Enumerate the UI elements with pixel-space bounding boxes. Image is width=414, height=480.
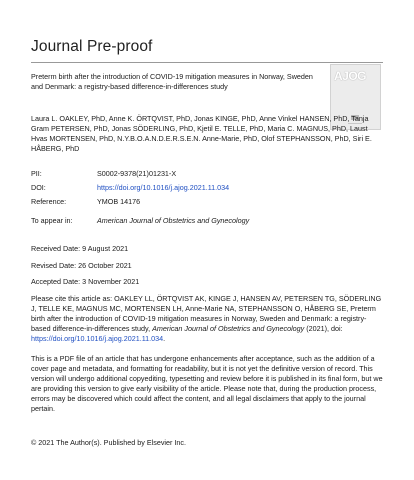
journal-preproof-title: Journal Pre-proof xyxy=(31,38,153,55)
citation-end: . xyxy=(163,334,166,343)
article-dates xyxy=(31,241,139,291)
article-authors: Laura L. OAKLEY, PhD, Anne K. ÖRTQVIST, PhD, Jonas KINGE, PhD, Anne Vinkel HANSEN, PhD, Tanja Gram PETERSEN, PhD, Jonas SÖDERLING, PhD, Kjetil E. TELLE, PhD, Maria C. MAGNUS, PhD, Laust Hvas MORTENSEN, PhD, N.Y.B.O.A.N.D.E.R.S.E.N. Anne-Marie, PhD, Olof STEPHANSSON, PhD, Siri E. HÅBERG, PhD xyxy=(31,114,372,153)
received-date: Received Date: 9 August 2021 xyxy=(31,244,129,253)
citation-doi-link[interactable]: https://doi.org/10.1016/j.ajog.2021.11.034 xyxy=(31,334,164,343)
pii-value: S0002-9378(21)01231-X xyxy=(97,169,177,178)
reference-label: Reference: xyxy=(31,197,67,206)
header-divider xyxy=(31,62,383,63)
article-title: Preterm birth after the introduction of COVID-19 mitigation measures in Norway, Sweden and Denmark: a registry-based difference-in-differences study xyxy=(31,72,313,91)
pii-label: PII: xyxy=(31,169,42,178)
citation-journal: American Journal of Obstetrics and Gynecology xyxy=(152,324,305,333)
appear-journal: American Journal of Obstetrics and Gynecology xyxy=(97,216,250,225)
reference-value: YMOB 14176 xyxy=(97,197,141,206)
doi-label: DOI: xyxy=(31,183,46,192)
copyright-line: © 2021 The Author(s). Published by Elsevier Inc. xyxy=(31,438,186,447)
journal-logo: AJOG xyxy=(334,69,367,83)
citation-year: (2021), doi: xyxy=(304,324,343,333)
citation-paragraph xyxy=(31,294,383,344)
preproof-notice: This is a PDF file of an article that has undergone enhancements after acceptance, such as the addition of a cover page and metadata, and formatting for readability, but it is not yet the definitive version of record. This version will undergo additional copyediting, typesetting and review before it is published in its final form, but we are providing this version to give early visibility of the article. Please note that, during the production process, errors may be discovered which could affect the content, and all legal disclaimers that apply to the journal pertain. xyxy=(31,354,383,413)
doi-link[interactable]: https://doi.org/10.1016/j.ajog.2021.11.034 xyxy=(97,183,230,192)
appear-label: To appear in: xyxy=(31,216,73,225)
revised-date: Revised Date: 26 October 2021 xyxy=(31,260,132,270)
accepted-date: Accepted Date: 3 November 2021 xyxy=(31,277,140,286)
citation-text: Please cite this article as: OAKLEY LL, ÖRTQVIST AK, KINGE J, HANSEN AV, PETERSEN TG, SÖDERLING J, TELLE KE, MAGNUS MC, MORTENSEN LH, Anne-Marie NA, STEPHANSSON O, HÅBERG SE, Preterm birth after the introduction of COVID-19 mitigation measures in Norway, Sweden and Denmark: a registry-based difference-in-differences study, xyxy=(31,294,382,333)
